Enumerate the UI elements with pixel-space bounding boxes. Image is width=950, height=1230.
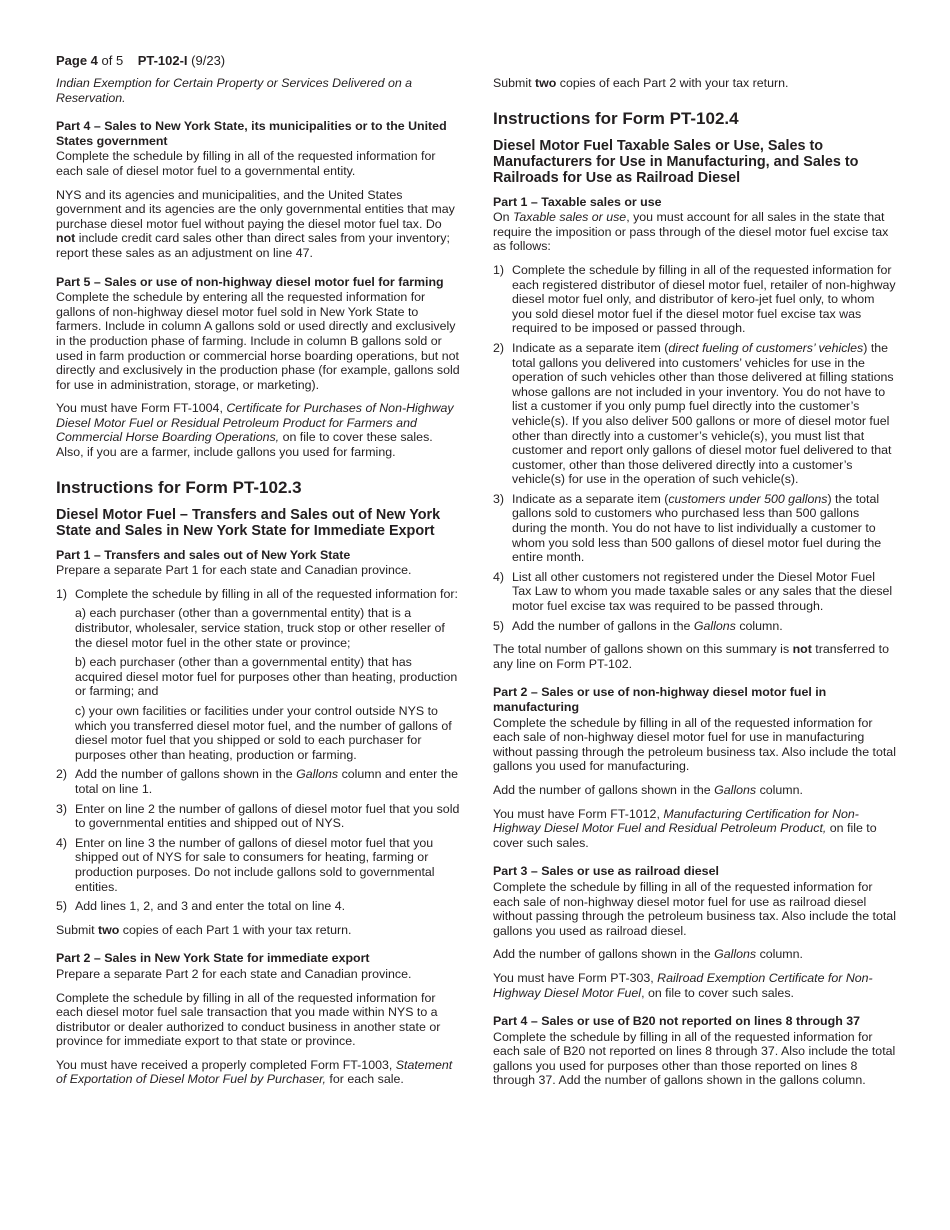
pt1024-part2-heading: Part 2 – Sales or use of non-highway diesel motor fuel in manufacturing	[493, 685, 827, 714]
pt1023-part1-heading: Part 1 – Transfers and sales out of New York State	[56, 547, 351, 562]
pt1024-part3-paragraph-3: You must have Form PT-303, Railroad Exemption Certificate for Non-Highway Diesel Motor Fuel, on file to cover such sales.	[493, 970, 873, 1000]
pt1023-subtitle: Diesel Motor Fuel – Transfers and Sales out of New York State and Sales in New York State for Immediate Export	[56, 506, 441, 539]
list-item: 5) Add the number of gallons in the Gallons column.	[493, 618, 783, 633]
sub-item-b: b) each purchaser (other than a governmental entity) that has acquired diesel motor fuel for purposes other than heating, production or farming; and	[75, 655, 458, 699]
form-date: (9/23)	[191, 53, 226, 68]
list-item: 1) Complete the schedule by filling in all of the requested information for each registered distributor of diesel motor fuel, retailer of non-highway diesel motor fuel only, and distributor of kero-jet fuel only, to whom you sold diesel motor fuel if the diesel motor fuel excise tax was required to be imposed or passed through.	[493, 262, 896, 336]
pt1023-part2-paragraph-1: Complete the schedule by filling in all of the requested information for each diesel motor fuel sale transaction that you made within NYS to a distributor or dealer authorized to conduct business in another state or province for immediate export to that state or province.	[56, 990, 441, 1049]
sub-item-c: c) your own facilities or facilities under your control outside NYS to which you transferred diesel motor fuel, and the number of gallons of diesel motor fuel that you shipped or sold to each purchaser for purposes other than heating, production or farming.	[75, 704, 452, 762]
left-column	[56, 76, 460, 1096]
right-column	[493, 76, 897, 1097]
part4-heading: Part 4 – Sales to New York State, its municipalities or to the United States government	[56, 119, 447, 148]
part5-paragraph-1: Complete the schedule by entering all the requested information for gallons of non-highway diesel motor fuel sold in New York State to farmers. Include in column A gallons sold or used directly and exclusively in the production phase of farming. Include in column B gallons sold or used in farm production or commercial horse boarding operations, but not directly and exclusively in the production phase (for example, gallons sold for use in administration, storage, or marketing).	[56, 290, 460, 392]
list-item: 1) Complete the schedule by filling in all of the requested information for: a) each purchaser (other than a governmental entity) that is a distributor, wholesaler, service station, truck stop or other reseller of the diesel motor fuel in the other state or province; b) each purchaser (other than a governmental entity) that has acquired diesel motor fuel for purposes other than heating, production or farming; and c) your own facilities or facilities under your control outside NYS to which you transferred diesel motor fuel, and the number of gallons of diesel motor fuel that you shipped or sold to each purchaser for purposes other than heating, production or farming.	[56, 587, 460, 763]
part5-heading: Part 5 – Sales or use of non-highway diesel motor fuel for farming	[56, 274, 444, 289]
pt1023-part1-list	[56, 587, 460, 914]
list-item: 2) Indicate as a separate item (direct fueling of customers’ vehicles) the total gallons you delivered into customers’ vehicles for use in the operation of such vehicles other than those delivered at filling stations whose gallons are not included in your inventory. You do not have to list a customer if you only pump fuel directly into the customer’s vehicle(s). If you also deliver 500 gallons or more of diesel motor fuel other than directly into a customer’s vehicle(s), you must list that customer and report only gallons of diesel motor fuel delivered to that customer, other than those delivered directly into a customer’s vehicle(s) for use in the operation of such vehicle(s).	[493, 340, 894, 487]
pt1023-part2-submit: Submit two copies of each Part 2 with your tax return.	[493, 76, 789, 90]
pt1024-part1-heading: Part 1 – Taxable sales or use	[493, 194, 662, 209]
sub-list	[75, 606, 460, 762]
list-item: 5) Add lines 1, 2, and 3 and enter the total on line 4.	[56, 899, 346, 914]
pt1024-part1-total: The total number of gallons shown on this summary is not transferred to any line on Form PT-102.	[493, 642, 889, 671]
pt1024-part3-paragraph-1: Complete the schedule by filling in all of the requested information for each sale of non-highway diesel motor fuel for use as railroad diesel without passing through the petroleum business tax. Also include the total gallons you used as railroad diesel.	[493, 879, 896, 938]
pt1023-part1-submit: Submit two copies of each Part 1 with your tax return.	[56, 922, 352, 937]
pt1024-part1-intro: On Taxable sales or use, you must account for all sales in the state that require the imposition or pass through of the diesel motor fuel excise tax as follows:	[493, 210, 889, 254]
list-item: 3) Enter on line 2 the number of gallons of diesel motor fuel that you sold to governmental entities and shipped out of NYS.	[56, 801, 460, 831]
pt1024-title: Instructions for Form PT-102.4	[493, 108, 739, 128]
page-of: of 5	[101, 53, 124, 68]
pt1024-part2-paragraph-2: Add the number of gallons shown in the Gallons column.	[493, 782, 803, 797]
pt1023-part2-intro: Prepare a separate Part 2 for each state and Canadian province.	[56, 966, 412, 981]
pt1024-part3-heading: Part 3 – Sales or use as railroad diesel	[493, 864, 719, 879]
pt1024-part4-paragraph-1: Complete the schedule by filling in all of the requested information for each sale of B20 not reported on lines 8 through 37. Also include the total gallons you used for purposes other than those reported on lines 8 through 37. Add the number of gallons shown in the gallons column.	[493, 1029, 896, 1088]
part4-paragraph-2: NYS and its agencies and municipalities, and the United States government and its agencies are the only governmental entities that may purchase diesel motor fuel without paying the diesel motor fuel tax. Do not include credit card sales other than direct sales from your inventory; report these sales as an adjustment on line 47.	[56, 187, 455, 260]
part4-paragraph-1: Complete the schedule by filling in all of the requested information for each sale of diesel motor fuel to a governmental entity.	[56, 149, 436, 178]
pt1024-part3-paragraph-2: Add the number of gallons shown in the Gallons column.	[493, 947, 803, 962]
sub-item-a: a) each purchaser (other than a governmental entity) that is a distributor, wholesaler, service station, truck stop or other reseller of the diesel motor fuel in the other state or province;	[75, 606, 445, 650]
pt1023-title: Instructions for Form PT-102.3	[56, 477, 302, 497]
pt1024-part2-paragraph-3: You must have Form FT-1012, Manufacturing Certification for Non-Highway Diesel Motor Fuel and Residual Petroleum Product, on file to cover such sales.	[493, 806, 877, 850]
intro-continuation: Indian Exemption for Certain Property or Services Delivered on a Reservation.	[56, 76, 413, 105]
list-item: 4) Enter on line 3 the number of gallons of diesel motor fuel that you shipped out of NYS for sale to consumers for heating, farming or production purposes. Do not include gallons sold to governmental entities.	[56, 835, 435, 894]
list-item: 2) Add the number of gallons shown in the Gallons column and enter the total on line 1.	[56, 767, 458, 796]
pt1024-subtitle: Diesel Motor Fuel Taxable Sales or Use, Sales to Manufacturers for Use in Manufacturing, and Sales to Railroads for Use as Railroad Diesel	[493, 137, 859, 186]
form-id: PT-102-I	[137, 53, 188, 68]
pt1023-part1-intro: Prepare a separate Part 1 for each state and Canadian province.	[56, 563, 412, 578]
pt1024-part1-list	[493, 263, 897, 633]
pt1023-part2-paragraph-2: You must have received a properly completed Form FT-1003, Statement of Exportation of Diesel Motor Fuel by Purchaser, for each sale.	[56, 1057, 453, 1087]
list-item: 4) List all other customers not registered under the Diesel Motor Fuel Tax Law to whom you made taxable sales or any sales that the diesel motor fuel excise tax was required to be passed through.	[493, 569, 893, 614]
part5-paragraph-2: You must have Form FT-1004, Certificate for Purchases of Non-Highway Diesel Motor Fuel or Residual Petroleum Product for Farmers and Commercial Horse Boarding Operations, on file to cover these sales. Also, if you are a farmer, include gallons you used for farming.	[56, 401, 454, 460]
page-number: Page 4	[56, 53, 98, 68]
pt1024-part2-paragraph-1: Complete the schedule by filling in all of the requested information for each sale of non-highway diesel motor fuel for use in manufacturing without passing through the petroleum business tax. Also include the total gallons you used for manufacturing.	[493, 715, 896, 774]
list-item: 3) Indicate as a separate item (customers under 500 gallons) the total gallons sold to customers who purchased less than 500 gallons during the month. You do not have to list individually a customer to whom you sold less than 500 gallons of diesel motor fuel during the entire month.	[493, 491, 882, 565]
page-header	[56, 53, 225, 68]
pt1024-part4-heading: Part 4 – Sales or use of B20 not reported on lines 8 through 37	[493, 1014, 860, 1029]
pt1023-part2-heading: Part 2 – Sales in New York State for immediate export	[56, 951, 370, 966]
